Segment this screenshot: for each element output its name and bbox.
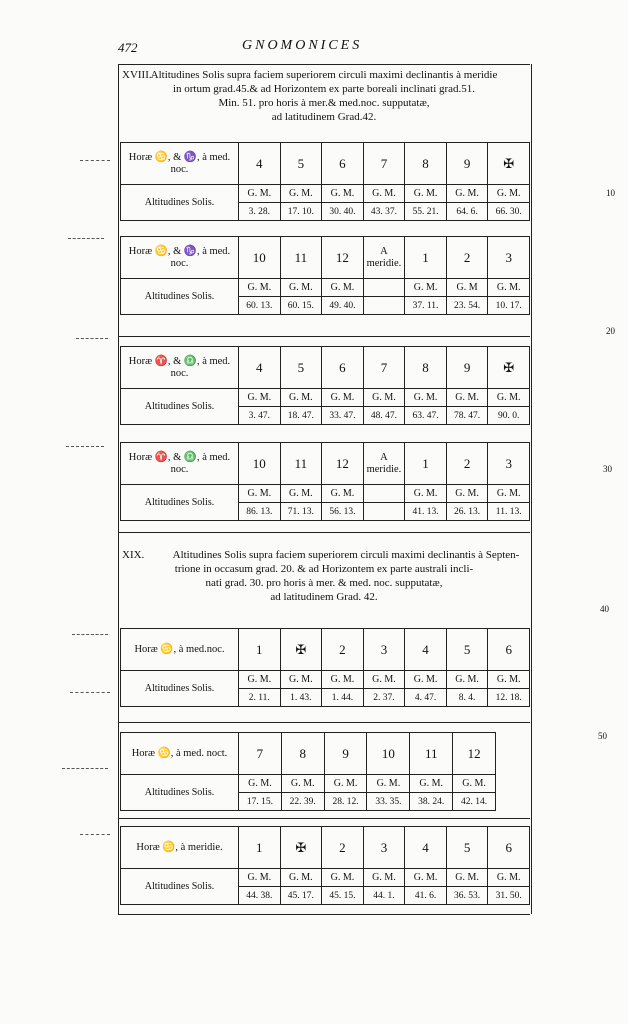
unit-cell: G. M. bbox=[446, 185, 488, 203]
hour-cell: 3 bbox=[363, 827, 405, 869]
running-title: GNOMONICES bbox=[242, 38, 363, 53]
value-cell: 56. 13. bbox=[322, 503, 364, 521]
hour-cell: 6 bbox=[322, 347, 364, 389]
altitude-row-label: Altitudines Solis. bbox=[121, 389, 239, 425]
value-cell: 44. 38. bbox=[239, 887, 281, 905]
value-cell: 49. 40. bbox=[322, 297, 364, 315]
altitude-table bbox=[120, 442, 530, 521]
value-cell: 44. 1. bbox=[363, 887, 405, 905]
heading-line: ad latitudinem Grad.42. bbox=[271, 111, 377, 123]
value-cell: 18. 47. bbox=[280, 407, 322, 425]
hour-cell: ✠ bbox=[280, 827, 322, 869]
value-cell: 17. 15. bbox=[239, 793, 282, 811]
hour-cell: 12 bbox=[453, 733, 496, 775]
value-cell: 60. 13. bbox=[239, 297, 281, 315]
bottom-rule bbox=[118, 914, 530, 915]
value-cell: 45. 17. bbox=[280, 887, 322, 905]
value-cell: 42. 14. bbox=[453, 793, 496, 811]
value-cell: 41. 6. bbox=[405, 887, 447, 905]
value-cell: 3. 28. bbox=[239, 203, 281, 221]
heading-line: in ortum grad.45.& ad Horizontem ex parte boreali inclinati grad.51. bbox=[172, 83, 476, 95]
hour-cell: 4 bbox=[239, 143, 281, 185]
unit-cell: G. M. bbox=[322, 185, 364, 203]
hour-cell: 10 bbox=[367, 733, 410, 775]
unit-cell: G. M. bbox=[280, 671, 322, 689]
value-cell: 66. 30. bbox=[488, 203, 530, 221]
unit-cell: G. M. bbox=[322, 671, 364, 689]
value-cell: 86. 13. bbox=[239, 503, 281, 521]
hour-cell: 8 bbox=[405, 347, 447, 389]
hour-cell: 11 bbox=[280, 237, 322, 279]
unit-cell bbox=[363, 279, 405, 297]
unit-cell: G. M. bbox=[446, 389, 488, 407]
value-cell: 2. 11. bbox=[239, 689, 281, 707]
hour-cell: 2 bbox=[446, 237, 488, 279]
value-cell: 12. 18. bbox=[488, 689, 530, 707]
unit-cell: G. M. bbox=[405, 671, 447, 689]
altitude-row-label: Altitudines Solis. bbox=[121, 775, 239, 811]
hour-cell: 9 bbox=[446, 347, 488, 389]
unit-cell: G. M. bbox=[488, 485, 530, 503]
hour-cell: 7 bbox=[363, 347, 405, 389]
unit-cell: G. M. bbox=[281, 775, 324, 793]
unit-cell: G. M. bbox=[363, 869, 405, 887]
unit-cell: G. M. bbox=[239, 775, 282, 793]
unit-cell: G. M. bbox=[446, 671, 488, 689]
margin-dash bbox=[80, 834, 110, 835]
heading-line: trione in occasum grad. 20. & ad Horizontem ex parte australi incli- bbox=[174, 563, 474, 575]
hour-cell: A meridie. bbox=[363, 237, 405, 279]
value-cell: 78. 47. bbox=[446, 407, 488, 425]
margin-dash bbox=[62, 768, 108, 769]
value-cell: 3. 47. bbox=[239, 407, 281, 425]
value-cell: 71. 13. bbox=[280, 503, 322, 521]
unit-cell: G. M. bbox=[280, 185, 322, 203]
value-cell: 38. 24. bbox=[410, 793, 453, 811]
hour-cell: 2 bbox=[322, 629, 364, 671]
altitude-row-label: Altitudines Solis. bbox=[121, 671, 239, 707]
hour-cell: ✠ bbox=[280, 629, 322, 671]
value-cell: 37. 11. bbox=[405, 297, 447, 315]
value-cell: 26. 13. bbox=[446, 503, 488, 521]
hour-cell: 3 bbox=[488, 443, 530, 485]
hour-cell: 4 bbox=[405, 629, 447, 671]
unit-cell: G. M bbox=[446, 279, 488, 297]
margin-dash bbox=[76, 338, 108, 339]
value-cell: 11. 13. bbox=[488, 503, 530, 521]
unit-cell: G. M. bbox=[322, 869, 364, 887]
hour-cell: 1 bbox=[405, 237, 447, 279]
altitude-row-label: Altitudines Solis. bbox=[121, 185, 239, 221]
value-cell: 23. 54. bbox=[446, 297, 488, 315]
section-numeral: XIX. bbox=[122, 549, 145, 561]
hour-cell: 5 bbox=[280, 143, 322, 185]
value-cell: 55. 21. bbox=[405, 203, 447, 221]
hour-cell: 11 bbox=[280, 443, 322, 485]
hour-cell: 8 bbox=[405, 143, 447, 185]
hour-cell: 1 bbox=[239, 827, 281, 869]
unit-cell: G. M. bbox=[488, 279, 530, 297]
value-cell: 63. 47. bbox=[405, 407, 447, 425]
hour-cell: 6 bbox=[322, 143, 364, 185]
margin-number: 30 bbox=[603, 464, 612, 474]
hour-cell: 6 bbox=[488, 827, 530, 869]
altitude-table bbox=[120, 628, 530, 707]
hour-row-label: Horæ ♋, à meridie. bbox=[121, 827, 239, 869]
unit-cell bbox=[363, 485, 405, 503]
margin-dash bbox=[72, 634, 108, 635]
unit-cell: G. M. bbox=[488, 389, 530, 407]
unit-cell: G. M. bbox=[239, 485, 281, 503]
unit-cell: G. M. bbox=[410, 775, 453, 793]
hour-cell: 1 bbox=[405, 443, 447, 485]
unit-cell: G. M. bbox=[324, 775, 367, 793]
value-cell: 31. 50. bbox=[488, 887, 530, 905]
unit-cell: G. M. bbox=[363, 671, 405, 689]
unit-cell: G. M. bbox=[405, 185, 447, 203]
unit-cell: G. M. bbox=[239, 869, 281, 887]
value-cell: 33. 47. bbox=[322, 407, 364, 425]
value-cell: 4. 47. bbox=[405, 689, 447, 707]
unit-cell: G. M. bbox=[453, 775, 496, 793]
value-cell bbox=[363, 297, 405, 315]
altitude-row-label: Altitudines Solis. bbox=[121, 869, 239, 905]
heading-line: Altitudines Solis supra faciem superiorem circuli maximi declinantis à meridie bbox=[150, 69, 498, 81]
unit-cell: G. M. bbox=[363, 389, 405, 407]
unit-cell: G. M. bbox=[280, 485, 322, 503]
unit-cell: G. M. bbox=[488, 671, 530, 689]
altitude-row-label: Altitudines Solis. bbox=[121, 485, 239, 521]
value-cell: 1. 44. bbox=[322, 689, 364, 707]
unit-cell: G. M. bbox=[405, 279, 447, 297]
altitude-row-label: Altitudines Solis. bbox=[121, 279, 239, 315]
hour-cell: 7 bbox=[239, 733, 282, 775]
hour-cell: 5 bbox=[446, 827, 488, 869]
hour-cell: A meridie. bbox=[363, 443, 405, 485]
unit-cell: G. M. bbox=[239, 185, 281, 203]
value-cell: 2. 37. bbox=[363, 689, 405, 707]
section-heading-xix bbox=[118, 548, 530, 604]
margin-number: 40 bbox=[600, 604, 609, 614]
unit-cell: G. M. bbox=[363, 185, 405, 203]
unit-cell: G. M. bbox=[322, 389, 364, 407]
margin-dash bbox=[68, 238, 104, 239]
unit-cell: G. M. bbox=[322, 279, 364, 297]
hour-row-label: Horæ ♋, à med. noct. bbox=[121, 733, 239, 775]
heading-line: Altitudines Solis supra faciem superiorem circuli maximi declinantis à Septen- bbox=[172, 549, 520, 561]
hour-cell: 12 bbox=[322, 237, 364, 279]
hour-cell: ✠ bbox=[488, 347, 530, 389]
hour-row-label: Horæ ♋, & ♑, à med. noc. bbox=[121, 237, 239, 279]
hour-cell: 2 bbox=[446, 443, 488, 485]
hour-cell: 12 bbox=[322, 443, 364, 485]
value-cell: 10. 17. bbox=[488, 297, 530, 315]
unit-cell: G. M. bbox=[239, 671, 281, 689]
hour-cell: 5 bbox=[446, 629, 488, 671]
heading-line: Min. 51. pro horis à mer.& med.noc. supputatæ, bbox=[218, 97, 430, 109]
hour-cell: 5 bbox=[280, 347, 322, 389]
value-cell: 36. 53. bbox=[446, 887, 488, 905]
top-rule bbox=[118, 64, 530, 65]
unit-cell: G. M. bbox=[280, 389, 322, 407]
section-rule bbox=[118, 532, 530, 533]
unit-cell: G. M. bbox=[322, 485, 364, 503]
altitude-table bbox=[120, 142, 530, 221]
unit-cell: G. M. bbox=[405, 869, 447, 887]
value-cell: 64. 6. bbox=[446, 203, 488, 221]
value-cell: 41. 13. bbox=[405, 503, 447, 521]
hour-cell: 4 bbox=[405, 827, 447, 869]
hour-row-label: Horæ ♈, & ♎, à med. noc. bbox=[121, 347, 239, 389]
value-cell: 17. 10. bbox=[280, 203, 322, 221]
value-cell: 60. 15. bbox=[280, 297, 322, 315]
section-numeral: XVIII. bbox=[122, 69, 152, 81]
margin-dash bbox=[80, 160, 110, 161]
unit-cell: G. M. bbox=[367, 775, 410, 793]
value-cell: 90. 0. bbox=[488, 407, 530, 425]
unit-cell: G. M. bbox=[239, 279, 281, 297]
value-cell: 22. 39. bbox=[281, 793, 324, 811]
hour-row-label: Horæ ♋, à med.noc. bbox=[121, 629, 239, 671]
hour-row-label: Horæ ♋, & ♑, à med. noc. bbox=[121, 143, 239, 185]
hour-cell: 11 bbox=[410, 733, 453, 775]
hour-cell: 9 bbox=[446, 143, 488, 185]
altitude-table bbox=[120, 732, 496, 811]
page-number: 472 bbox=[118, 40, 138, 55]
altitude-table bbox=[120, 346, 530, 425]
margin-number: 10 bbox=[606, 188, 615, 198]
unit-cell: G. M. bbox=[280, 279, 322, 297]
section-heading-xviii bbox=[118, 68, 530, 124]
hour-cell: 2 bbox=[322, 827, 364, 869]
value-cell: 45. 15. bbox=[322, 887, 364, 905]
value-cell: 48. 47. bbox=[363, 407, 405, 425]
unit-cell: G. M. bbox=[446, 869, 488, 887]
unit-cell: G. M. bbox=[488, 869, 530, 887]
altitude-table bbox=[120, 236, 530, 315]
unit-cell: G. M. bbox=[405, 485, 447, 503]
hour-cell: 3 bbox=[488, 237, 530, 279]
heading-line: ad latitudinem Grad. 42. bbox=[270, 591, 378, 603]
unit-cell: G. M. bbox=[239, 389, 281, 407]
margin-number: 50 bbox=[598, 731, 607, 741]
heading-line: nati grad. 30. pro horis à mer. & med. noc. supputatæ, bbox=[205, 577, 443, 589]
unit-cell: G. M. bbox=[405, 389, 447, 407]
value-cell: 28. 12. bbox=[324, 793, 367, 811]
margin-dash bbox=[66, 446, 104, 447]
hour-cell: 10 bbox=[239, 237, 281, 279]
hour-cell: 9 bbox=[324, 733, 367, 775]
value-cell: 33. 35. bbox=[367, 793, 410, 811]
hour-cell: 6 bbox=[488, 629, 530, 671]
value-cell: 43. 37. bbox=[363, 203, 405, 221]
margin-number: 20 bbox=[606, 326, 615, 336]
section-rule bbox=[118, 818, 530, 819]
value-cell: 8. 4. bbox=[446, 689, 488, 707]
altitude-table bbox=[120, 826, 530, 905]
hour-cell: 1 bbox=[239, 629, 281, 671]
hour-row-label: Horæ ♈, & ♎, à med. noc. bbox=[121, 443, 239, 485]
unit-cell: G. M. bbox=[446, 485, 488, 503]
hour-cell: 3 bbox=[363, 629, 405, 671]
section-rule bbox=[118, 336, 530, 337]
section-rule bbox=[118, 722, 530, 723]
hour-cell: 10 bbox=[239, 443, 281, 485]
value-cell: 1. 43. bbox=[280, 689, 322, 707]
value-cell: 30. 40. bbox=[322, 203, 364, 221]
hour-cell: 4 bbox=[239, 347, 281, 389]
value-cell bbox=[363, 503, 405, 521]
margin-dash bbox=[70, 692, 110, 693]
unit-cell: G. M. bbox=[488, 185, 530, 203]
hour-cell: 7 bbox=[363, 143, 405, 185]
hour-cell: ✠ bbox=[488, 143, 530, 185]
hour-cell: 8 bbox=[281, 733, 324, 775]
unit-cell: G. M. bbox=[280, 869, 322, 887]
